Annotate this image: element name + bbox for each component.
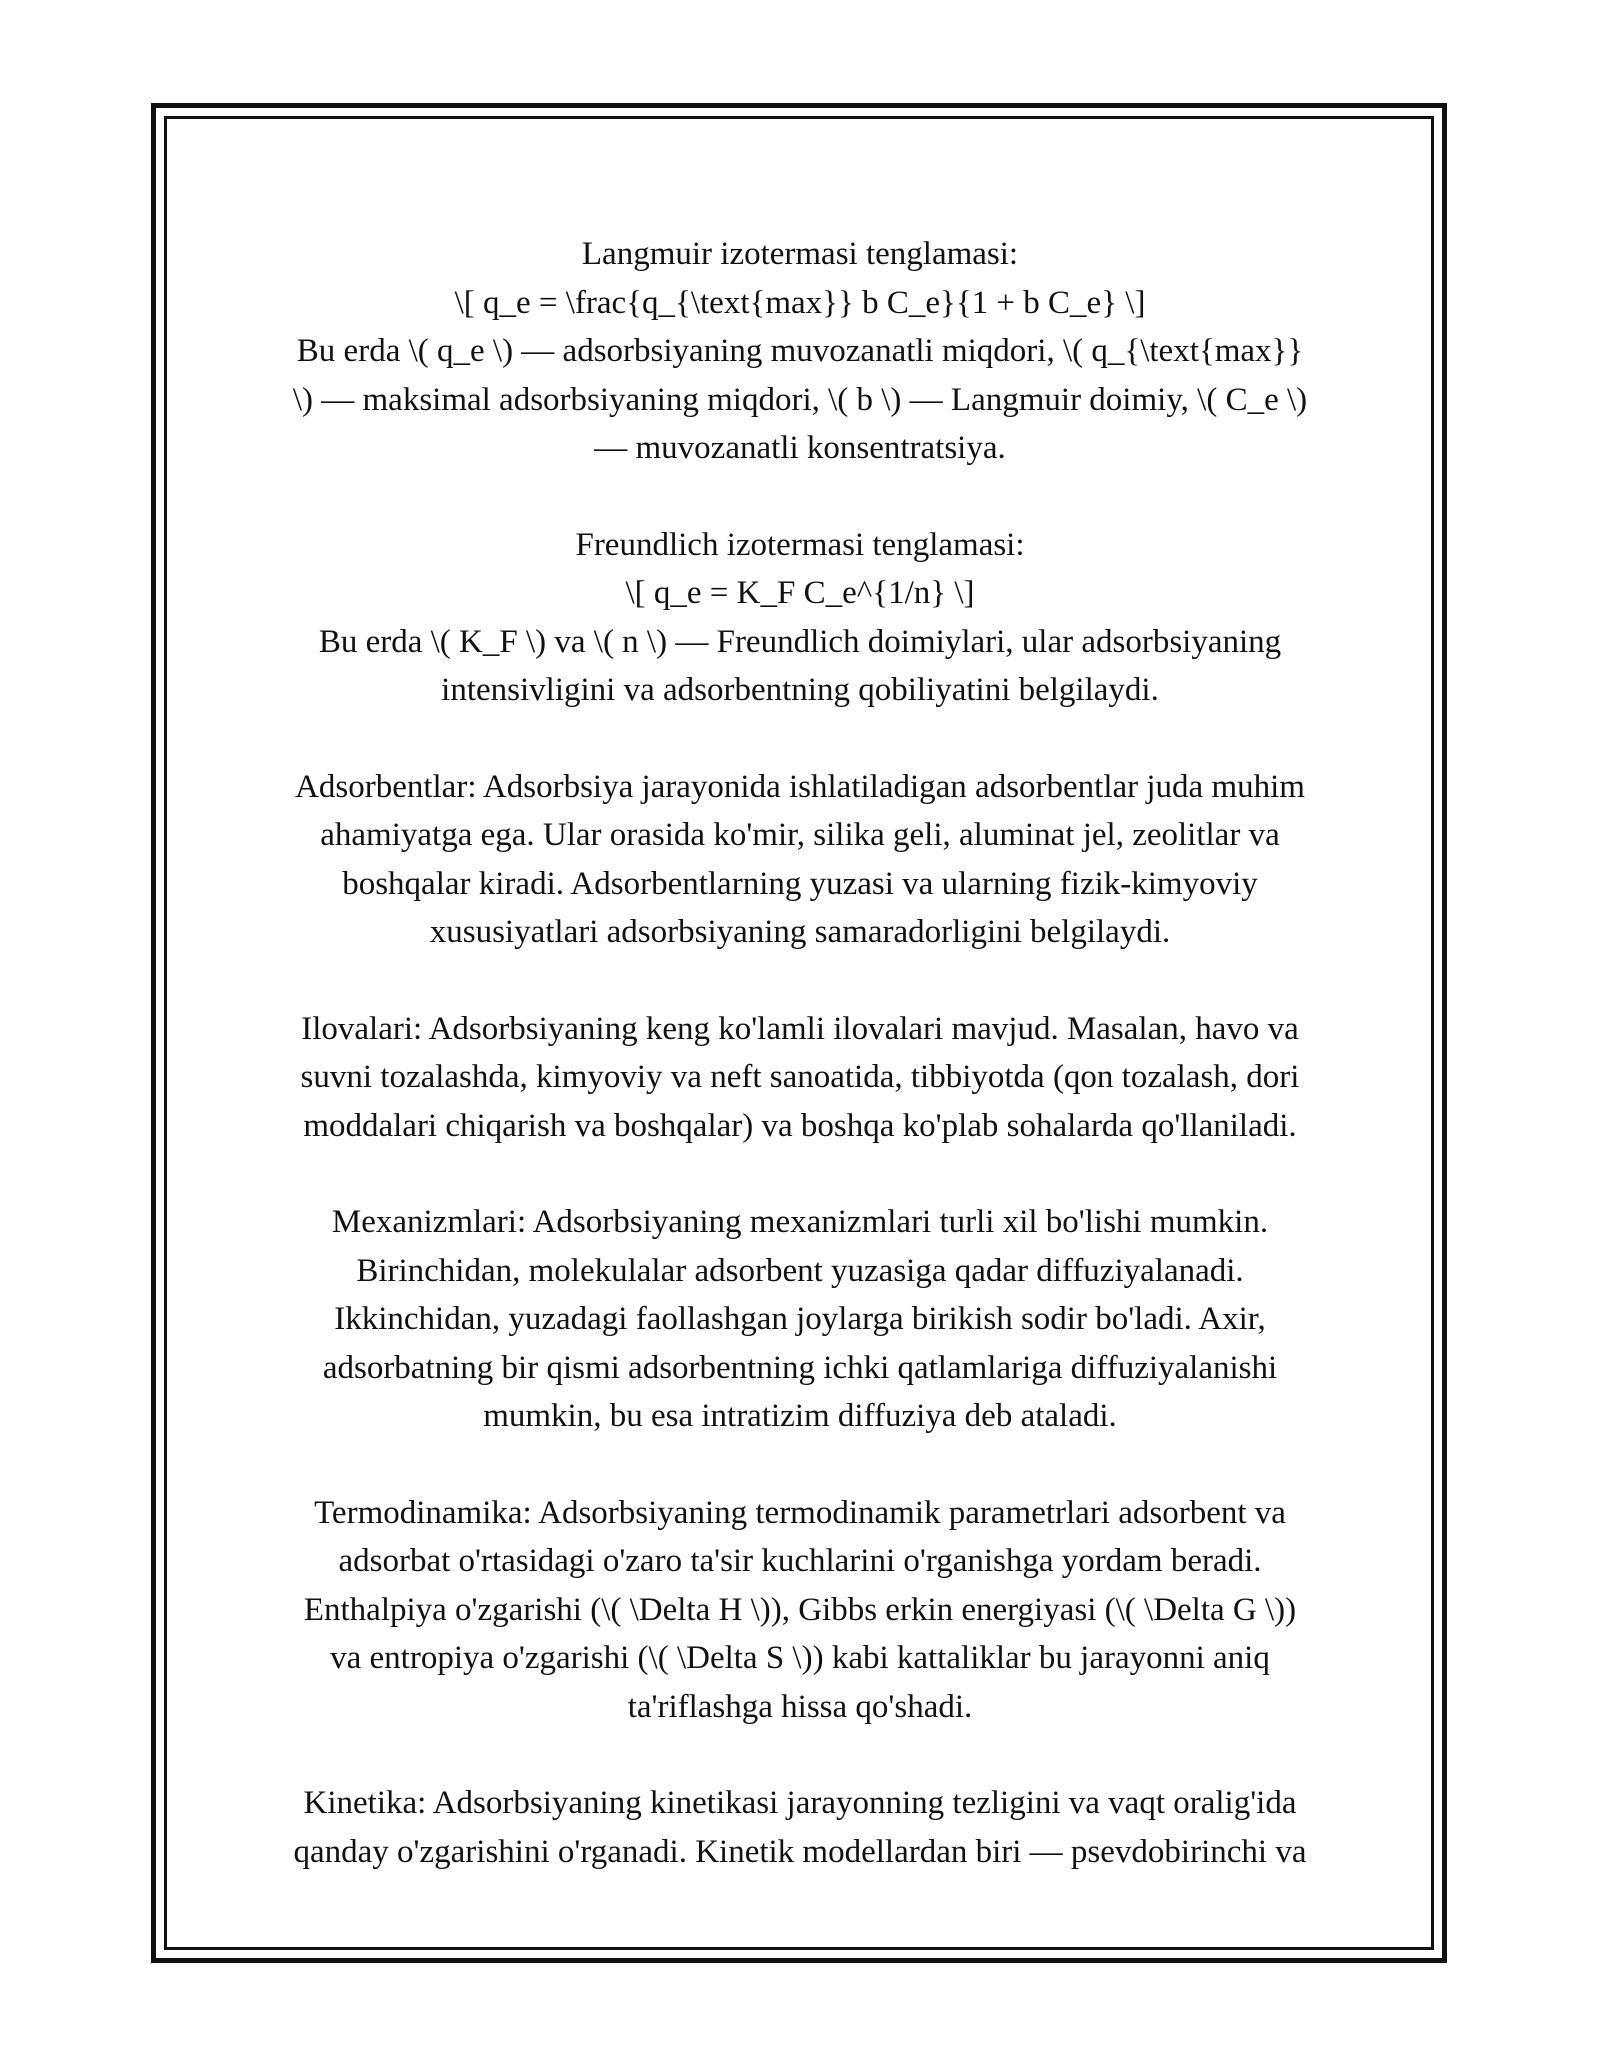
text-line: Birinchidan, molekulalar adsorbent yuzasiga qadar diffuziyalanadi. [356,1252,1244,1289]
text-line: adsorbat o'rtasidagi o'zaro ta'sir kuchlarini o'rganishga yordam beradi. [338,1543,1262,1579]
text-line: Enthalpiya o'zgarishi (\( \Delta H \)), Gibbs erkin energiyasi (\( \Delta G \)) [303,1591,1297,1628]
paragraph-termodinamika [222,1489,1378,1732]
text-line: Adsorbentlar: Adsorbsiya jarayonida ishlatiladigan adsorbentlar juda muhim [295,768,1305,805]
text-line: Ilovalari: Adsorbsiyaning keng ko'lamli ilovalari mavjud. Masalan, havo va [301,1010,1299,1047]
text-line: Termodinamika: Adsorbsiyaning termodinamik parametrlari adsorbent va [314,1494,1286,1531]
text-line: mumkin, bu esa intratizim diffuziya deb ataladi. [483,1398,1117,1434]
text-line: moddalari chiqarish va boshqalar) va boshqa ko'plab sohalarda qo'llaniladi. [303,1107,1297,1144]
text-line: Ikkinchidan, yuzadagi faollashgan joylarga birikish sodir bo'ladi. Axir, [334,1301,1266,1337]
langmuir-heading: Langmuir izotermasi tenglamasi: [581,236,1019,272]
text-line: Kinetika: Adsorbsiyaning kinetikasi jarayonning tezligini va vaqt oralig'ida [303,1785,1297,1821]
text-line: ta'riflashga hissa qo'shadi. [627,1688,973,1725]
text-line: qanday o'zgarishini o'rganadi. Kinetik modellardan biri — psevdobirinchi va [293,1833,1307,1870]
text-line: ahamiyatga ega. Ular orasida ko'mir, silika geli, aluminat jel, zeolitlar va [320,817,1280,853]
paragraph-ilovalari [222,1005,1378,1151]
langmuir-equation: \[ q_e = \frac{q_{\text{max}} b C_e}{1 + b C_e} \] [454,284,1146,321]
text-line: intensivligini va adsorbentning qobiliyatini belgilaydi. [441,672,1159,708]
text-line: — muvozanatli konsentratsiya. [594,430,1006,466]
paragraph-mexanizmlari [222,1198,1378,1441]
document-body [222,230,1378,1924]
text-line: adsorbatning bir qismi adsorbentning ichki qatlamlariga diffuziyalanishi [322,1349,1278,1386]
text-line: Bu erda \( q_e \) — adsorbsiyaning muvozanatli miqdori, \( q_{\text{max}} [296,333,1304,369]
paragraph-kinetika [222,1779,1378,1876]
text-line: suvni tozalashda, kimyoviy va neft sanoatida, tibbiyotda (qon tozalash, dori [300,1059,1300,1095]
text-line: Bu erda \( K_F \) va \( n \) — Freundlich doimiylari, ular adsorbsiyaning [318,623,1282,660]
freundlich-heading: Freundlich izotermasi tenglamasi: [575,526,1025,563]
text-line: va entropiya o'zgarishi (\( \Delta S \)) kabi kattaliklar bu jarayonni aniq [330,1640,1270,1676]
paragraph-freundlich [222,521,1378,715]
text-line: Mexanizmlari: Adsorbsiyaning mexanizmlari turli xil bo'lishi mumkin. [331,1204,1269,1240]
text-line: xususiyatlari adsorbsiyaning samaradorligini belgilaydi. [429,914,1171,950]
text-line: \) — maksimal adsorbsiyaning miqdori, \( b \) — Langmuir doimiy, \( C_e \) [292,381,1308,418]
freundlich-equation: \[ q_e = K_F C_e^{1/n} \] [625,575,975,611]
paragraph-langmuir [222,230,1378,473]
text-line: boshqalar kiradi. Adsorbentlarning yuzasi va ularning fizik-kimyoviy [342,865,1258,902]
paragraph-adsorbentlar [222,763,1378,957]
